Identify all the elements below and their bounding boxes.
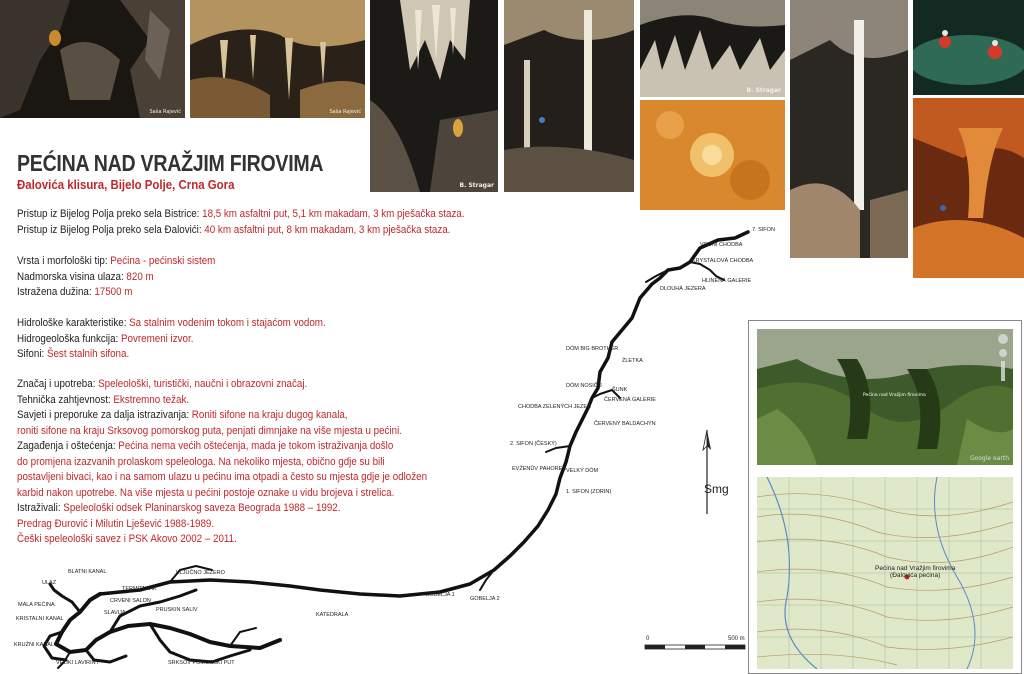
cave-divers-photo [913,0,1024,95]
map-label: GOBELJA 2 [470,596,500,602]
cave-photo-2 [190,0,365,118]
scale-zero-label: 0 [646,636,650,642]
north-label: Smg [704,482,729,496]
map-label: DÓM BIG BROTHER [566,346,619,352]
access-line: Pristup iz Bijelog Polja preko sela Đalovići: 40 km asfaltni put, 8 km makadam, 3 km pješačka staza. [17,223,451,236]
topo-cave-label: Pećina nad Vražjim firovima (Đalovića pećina) [875,565,956,579]
map-label: VODNÍ CHODBA [700,242,743,248]
info-line: Nadmorska visina ulaza: 820 m [17,270,154,283]
map-label: EVŽENŮV PAHOREK [512,466,566,472]
cave-photo-3 [370,0,498,192]
map-label: HLINĚNÁ GALERIE [702,278,752,284]
topographic-map [757,477,1013,669]
map-label: ŽLETKA [622,358,643,364]
significance-block: Značaj i upotreba: Speleološki, turistički, naučni i obrazovni značaj. Tehnička zahtjevnost: Ekstremno težak. Savjeti i preporuke za dalja istrazivanja: Roniti sifone na kraju dugog kanala, roniti sifone na kraju Srksovog pomorskog puta, penjati dimnjake na više mjesta u pećini. Zagađenja i oštećenja: Pećina nema većih oštećenja, mada je tokom istraživanja došlo do promjena izazvanih prolaskom speleologa. Na nekoliko mjesta, obično gdje su bili postavljeni bivaci, kao i na samom ulazu u pećinu ima otpadi a često su mjesta gdje je odložen karbid nakon upotrebe. Na više mjesta u pećini postoje oznake u vidu brojeva i strelica. Istraživali: Speleološki odsek Planinarskog saveza Beograda 1988 – 1992. Predrag Đurović i Milutin Lješević 1988-1989. Češki speleološki savez i PSK Akovo 2002 – 2011. [17,378,428,545]
map-label: ČERVENÝ BALDACHÝN [594,421,656,427]
scale-end-label: 500 m [728,636,745,642]
map-label: VELIKI LAVIRINT [56,660,99,666]
cave-photo-1 [0,0,185,118]
cave-photo-4 [504,0,634,192]
map-label: KRUŽNI KANAL [14,642,55,648]
map-label: CHODBA ZELENÝCH JEZER [518,404,592,410]
info-line: Hidrogeološka funkcija: Povremeni izvor. [17,332,194,345]
info-line: Sifoni: Šest stalnih sifona. [17,348,130,360]
access-line: Pristup iz Bijelog Polja preko sela Bistrice: 18,5 km asfaltni put, 5,1 km makadam, 3 km pješačka staza. [17,208,465,220]
cave-photo-5 [640,0,785,97]
map-label: 2. SIFON (ČESKÝ) [510,441,557,447]
location-map-panel [748,320,1022,674]
photo-credit: B. Stragar [459,182,494,189]
map-label: KATEDRALA [316,612,349,618]
map-label: SRKSOV POMORSKI PUT [168,660,235,666]
map-label: KRISTALNI KANAL [16,616,64,622]
map-label: ČERVENÁ GALERIE [604,397,656,403]
photo-credit: Saša Rajević [329,109,361,115]
map-label: 1. SIFON (ZORIN) [566,489,612,495]
north-arrow-icon [700,428,720,518]
page-title: PEĆINA NAD VRAŽJIM FIROVIMA [17,150,324,176]
map-label: ULAZ [42,580,57,586]
info-line: Hidrološke karakteristike: Sa stalnim vodenim tokom i stajaćom vodom. [17,317,326,329]
satellite-map [757,329,1013,465]
cave-photo-7 [790,0,908,258]
cave-pearl-photo [640,100,785,210]
map-label: BLATNI KANAL [68,569,107,575]
map-label: DLOUHÁ JEZERA [660,286,706,292]
cave-survey-map [0,200,780,674]
map-label: VELKÝ DÓM [566,468,599,474]
map-label: MALA PEĆINA [18,602,55,608]
info-line: Istražena dužina: 17500 m [17,286,133,298]
map-label: GOBELJA 1 [425,592,455,598]
map-label: 7. SIFON [752,227,775,233]
map-label: TERMITNJAK [122,586,157,592]
page-subtitle: Đalovića klisura, Bijelo Polje, Crna Gora [17,177,235,192]
satellite-cave-label: Pećina nad Vražjim firovima [863,393,926,398]
photo-credit: Saša Rajević [149,109,181,115]
photo-credit: B. Stragar [746,87,781,94]
map-label: ŠUNK [612,387,628,393]
map-label: DÓM NOSIČŮ [566,383,602,389]
map-label: CRVENI SALON [110,598,151,604]
cave-photo-9 [913,98,1024,278]
map-label: SLAVIJA [104,610,126,616]
map-label: KLJUČNO JEZERO [176,570,225,576]
google-earth-logo: Google earth [969,455,1009,462]
map-label: KRYSTALOVÁ CHODBA [692,258,754,264]
map-label: PRUSKIN SALIV [156,607,198,613]
info-line: Vrsta i morfološki tip: Pećina - pećinski sistem [17,255,216,267]
